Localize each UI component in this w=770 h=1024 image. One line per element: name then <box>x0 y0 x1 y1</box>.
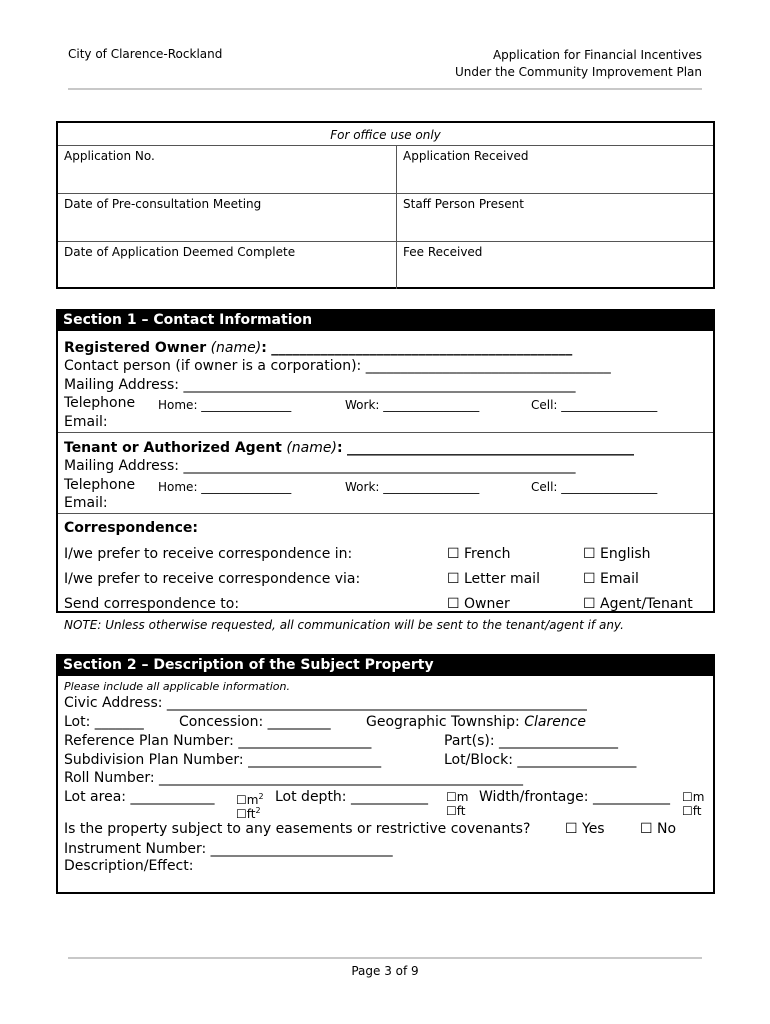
application-received-field[interactable]: Application Received <box>403 149 529 163</box>
owner-work-phone-field[interactable]: Work: ________________ <box>345 398 480 412</box>
section2-title: Section 2 – Description of the Subject Property <box>58 654 713 676</box>
section-subject-property <box>56 654 715 894</box>
page-number: Page 3 of 9 <box>351 964 419 978</box>
telephone-label: Telephone <box>64 395 136 411</box>
owner-label: Registered Owner <box>64 340 207 356</box>
lot-depth-m-checkbox[interactable]: ☐m <box>446 790 469 804</box>
owner-home-phone-field[interactable]: Home: _______________ <box>158 398 292 412</box>
header-title <box>455 47 702 81</box>
owner-mailing-address-field[interactable]: Mailing Address: ________________________________________________________ <box>64 377 576 393</box>
tenant-colon: : <box>336 440 343 456</box>
tenant-telephone-row <box>64 476 658 494</box>
description-effect-field[interactable]: Description/Effect: <box>64 858 194 874</box>
english-checkbox[interactable]: ☐ English <box>583 546 651 562</box>
telephone-label: Telephone <box>64 477 136 493</box>
staff-person-field[interactable]: Staff Person Present <box>403 197 524 211</box>
concession-field[interactable]: Concession: _________ <box>179 714 331 730</box>
owner-name-line[interactable] <box>64 339 572 357</box>
correspondence-language-row <box>64 545 352 563</box>
squared-sup: 2 <box>255 806 261 815</box>
correspondence-method-label: I/we prefer to receive correspondence via: <box>64 571 361 587</box>
email-checkbox[interactable]: ☐ Email <box>583 571 639 587</box>
easement-no-checkbox[interactable]: ☐ No <box>640 821 677 837</box>
width-m-checkbox[interactable]: ☐m <box>682 790 705 804</box>
correspondence-language-label: I/we prefer to receive correspondence in: <box>64 546 353 562</box>
office-use-table <box>56 121 715 289</box>
communication-note: NOTE: Unless otherwise requested, all communication will be sent to the tenant/agent if any. <box>64 618 624 632</box>
correspondence-title: Correspondence: <box>64 520 199 536</box>
contact-person-field[interactable]: Contact person (if owner is a corporation): ___________________________________ <box>64 358 611 374</box>
preconsultation-date-field[interactable]: Date of Pre-consultation Meeting <box>58 194 397 241</box>
roll-number-field[interactable]: Roll Number: ____________________________________________________ <box>64 770 524 786</box>
office-row <box>58 242 713 289</box>
agent-tenant-checkbox[interactable]: ☐ Agent/Tenant <box>583 596 693 612</box>
tenant-name-blank[interactable]: _________________________________________ <box>347 440 635 456</box>
parts-field[interactable]: Part(s): _________________ <box>444 733 619 749</box>
m2-label: ☐m <box>236 793 259 807</box>
lot-area-field[interactable]: Lot area: ____________ <box>64 789 215 805</box>
correspondence-recipient-label: Send correspondence to: <box>64 596 240 612</box>
owner-name-blank[interactable]: ___________________________________________ <box>271 340 573 356</box>
office-row <box>58 146 713 194</box>
tenant-name-line[interactable] <box>64 439 634 457</box>
owner-email-field[interactable]: Email: <box>64 414 108 430</box>
office-caption: For office use only <box>58 123 713 146</box>
width-ft-checkbox[interactable]: ☐ft <box>682 804 702 818</box>
section1-title: Section 1 – Contact Information <box>58 309 713 331</box>
instrument-number-field[interactable]: Instrument Number: __________________________ <box>64 841 393 857</box>
correspondence-method-row <box>64 570 360 588</box>
lot-block-field[interactable]: Lot/Block: _________________ <box>444 752 637 768</box>
office-row <box>58 194 713 242</box>
ft2-label: ☐ft <box>236 807 256 821</box>
tenant-label: Tenant or Authorized Agent <box>64 440 282 456</box>
tenant-cell-phone-field[interactable]: Cell: ________________ <box>531 480 658 494</box>
section1-divider <box>58 513 713 514</box>
owner-cell-phone-field[interactable]: Cell: ________________ <box>531 398 658 412</box>
owner-checkbox[interactable]: ☐ Owner <box>447 596 510 612</box>
tenant-home-phone-field[interactable]: Home: _______________ <box>158 480 292 494</box>
french-checkbox[interactable]: ☐ French <box>447 546 511 562</box>
section-contact-information <box>56 309 715 613</box>
owner-colon: : <box>261 340 267 356</box>
easement-question: Is the property subject to any easements or restrictive covenants? <box>64 821 531 837</box>
easement-yes-checkbox[interactable]: ☐ Yes <box>565 821 605 837</box>
tenant-mailing-address-field[interactable]: Mailing Address: ________________________________________________________ <box>64 458 576 474</box>
lot-depth-ft-checkbox[interactable]: ☐ft <box>446 804 466 818</box>
squared-sup: 2 <box>258 792 264 801</box>
geographic-township <box>366 713 586 731</box>
township-value: Clarence <box>524 714 587 730</box>
letter-mail-checkbox[interactable]: ☐ Letter mail <box>447 571 540 587</box>
reference-plan-field[interactable]: Reference Plan Number: ___________________ <box>64 733 372 749</box>
header-city: City of Clarence-Rockland <box>68 47 223 61</box>
deemed-complete-date-field[interactable]: Date of Application Deemed Complete <box>58 242 397 289</box>
fee-received-field[interactable]: Fee Received <box>403 245 483 259</box>
lot-depth-field[interactable]: Lot depth: ___________ <box>275 789 428 805</box>
correspondence-recipient-row <box>64 595 239 613</box>
owner-name-hint: (name) <box>210 340 262 356</box>
header-rule <box>68 88 702 90</box>
application-no-field[interactable]: Application No. <box>58 146 397 193</box>
township-label: Geographic Township: <box>366 714 520 730</box>
tenant-email-field[interactable]: Email: <box>64 495 108 511</box>
section2-hint: Please include all applicable information. <box>64 680 290 693</box>
owner-telephone-row <box>64 394 658 412</box>
lot-field[interactable]: Lot: _______ <box>64 714 144 730</box>
width-frontage-field[interactable]: Width/frontage: ___________ <box>479 789 670 805</box>
section1-divider <box>58 432 713 433</box>
footer-rule <box>68 957 702 959</box>
tenant-work-phone-field[interactable]: Work: ________________ <box>345 480 480 494</box>
tenant-name-hint: (name) <box>286 440 337 456</box>
subdivision-plan-field[interactable]: Subdivision Plan Number: ___________________ <box>64 752 382 768</box>
header-title-line1: Application for Financial Incentives <box>492 48 702 62</box>
civic-address-field[interactable]: Civic Address: ____________________________________________________________ <box>64 695 587 711</box>
header-title-line2: Under the Community Improvement Plan <box>455 65 702 79</box>
